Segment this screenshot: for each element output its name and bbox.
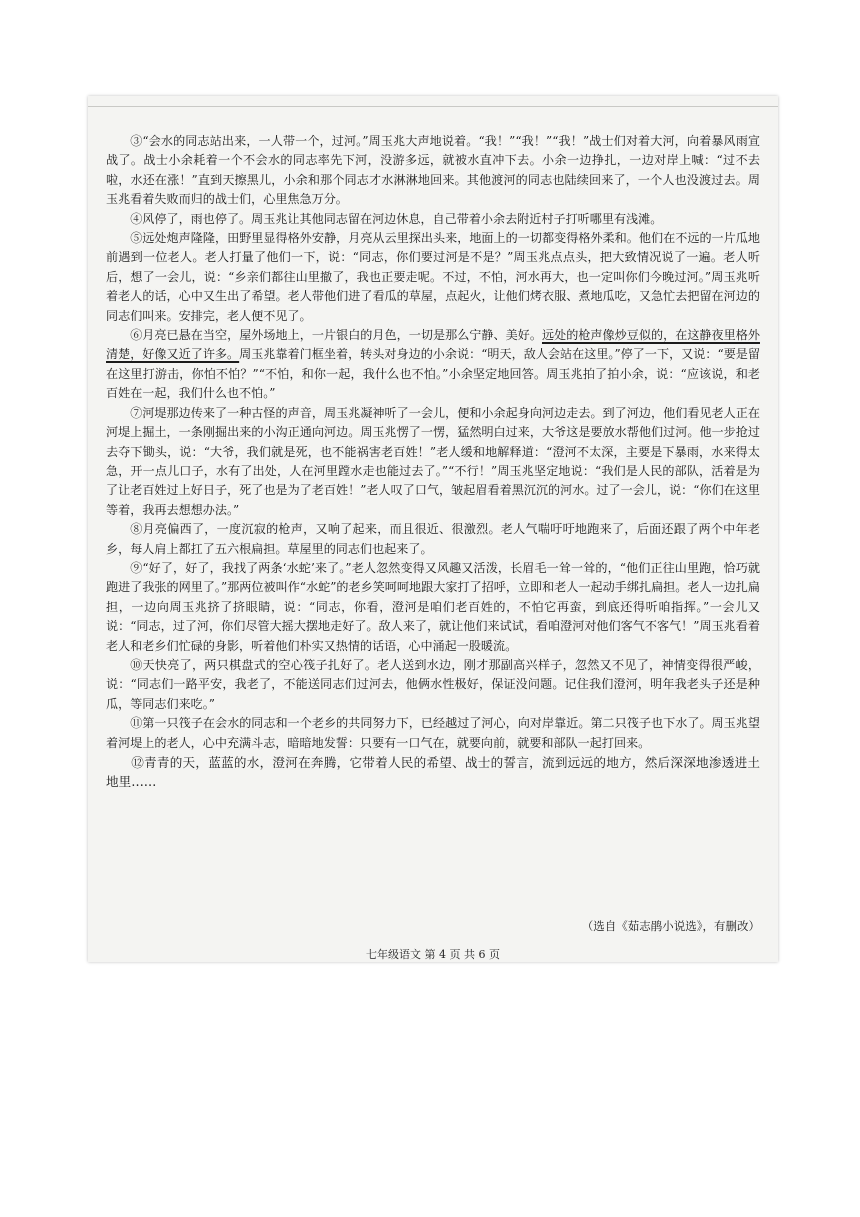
paragraph-8: ⑧月亮偏西了，一度沉寂的枪声，又响了起来，而且很近、很激烈。老人气喘吁吁地跑来了，后面还跟了两个中年老乡，每人肩上都扛了五六根扁担。草屋里的同志们也起来了。 bbox=[106, 522, 760, 556]
paragraph-6 bbox=[106, 326, 760, 404]
paragraph-9: ⑨“好了，好了，我找了两条‘水蛇’来了。”老人忽然变得又风趣又活泼，长眉毛一耸一耸的，“他们正往山里跑，恰巧就跑进了我张的网里了。”那两位被叫作“水蛇”的老乡笑呵呵地跟大家打了招呼，立即和老人一起动手绑扎扁担。老人一边扎扁担，一边向周玉兆挤了挤眼睛，说：“同志，你看，澄河是咱们老百姓的，不怕它再蛮，到底还得听咱指挥。”一会儿又说：“同志，过了河，你们尽管大摇大摆地走好了。敌人来了，就让他们来试试，看咱澄河对他们客气不客气！”周玉兆看着老人和老乡们忙碌的身影，听着他们朴实又热情的话语，心中涌起一股暖流。 bbox=[106, 560, 760, 653]
paragraph-6-after: 周玉兆靠着门框坐着，转头对身边的小余说：“明天，敌人会站在这里。”停了一下，又说：“要是留在这里打游击，你怕不怕？”“不怕，和你一起，我什么也不怕。”小余坚定地回答。周玉兆拍了拍小余，说：“应该说，和老百姓在一起，我们什么也不怕。” bbox=[106, 347, 760, 401]
exam-page bbox=[88, 96, 778, 962]
paragraph-10: ⑩天快亮了，两只棋盘式的空心筏子扎好了。老人送到水边，刚才那副高兴样子，忽然又不见了，神情变得很严峻，说：“同志们一路平安，我老了，不能送同志们过河去，他俩水性极好，保证没问题。记住我们澄河，明年我老头子还是种瓜，等同志们来吃。” bbox=[106, 657, 760, 711]
top-divider bbox=[88, 106, 778, 107]
paragraph-6-before: ⑥月亮已悬在当空，屋外场地上，一片银白的月色，一切是那么宁静、美好。 bbox=[130, 328, 542, 343]
paragraph-12: ⑫青青的天，蓝蓝的水，澄河在奔腾，它带着人民的希望、战士的誓言，流到远远的地方，然后深深地渗透进土地里…… bbox=[106, 755, 760, 790]
story-text bbox=[106, 132, 760, 792]
paragraph-5: ⑤远处炮声隆隆，田野里显得格外安静，月亮从云里探出头来，地面上的一切都变得格外柔和。他们在不远的一片瓜地前遇到一位老人。老人打量了他们一下，说：“同志，你们要过河是不是？”周玉兆点点头，把大致情况说了一遍。老人听后，想了一会儿，说：“乡亲们都往山里撤了，我也正要走呢。不过，不怕，河水再大，也一定叫你们今晚过河。”周玉兆听着老人的话，心中又生出了希望。老人带他们进了看瓜的草屋，点起火，让他们烤衣服、煮地瓜吃，又急忙去把留在河边的同志们叫来。安排完，老人便不见了。 bbox=[106, 231, 760, 323]
underlined-sentence: 远处的枪声像炒豆似的，在这静夜里格外清楚，好像又近了许多。 bbox=[106, 328, 760, 362]
paragraph-3: ③“会水的同志站出来，一人带一个，过河。”周玉兆大声地说着。“我！”“我！”“我！”战士们对着大河，向着暴风雨宣战了。战士小余耗着一个不会水的同志率先下河，没游多远，就被水直冲下去。小余一边挣扎，一边对岸上喊：“过不去啦，水还在涨！”直到天擦黑儿，小余和那个同志才水淋淋地回来。其他渡河的同志也陆续回来了，一个人也没渡过去。周玉兆看着失败而归的战士们，心里焦急万分。 bbox=[106, 134, 760, 207]
page-footer: 七年级语文 第 4 页 共 6 页 bbox=[366, 948, 500, 961]
paragraph-4: ④风停了，雨也停了。周玉兆让其他同志留在河边休息，自己带着小余去附近村子打听哪里有浅滩。 bbox=[130, 211, 663, 226]
paragraph-11: ⑪第一只筏子在会水的同志和一个老乡的共同努力下，已经越过了河心，向对岸靠近。第二只筏子也下水了。周玉兆望着河堤上的老人，心中充满斗志，暗暗地发誓：只要有一口气在，就要向前，就要和部队一起打回来。 bbox=[106, 716, 760, 750]
paragraph-7: ⑦河堤那边传来了一种古怪的声音，周玉兆凝神听了一会儿，便和小余起身向河边走去。到了河边，他们看见老人正在河堤上掘土，一条刚掘出来的小沟正通向河边。周玉兆愣了一愣，猛然明白过来，大爷这是要放水帮他们过河。他一步抢过去夺下锄头，说：“大爷，我们就是死，也不能祸害老百姓！”老人缓和地解释道：“澄河不太深，主要是下暴雨，水来得太急，开一点儿口子，水有了出处，人在河里蹚水走也能过去了。”“不行！”周玉兆坚定地说：“我们是人民的部队，活着是为了让老百姓过上好日子，死了也是为了老百姓！”老人叹了口气，皱起眉看着黑沉沉的河水。过了一会儿，说：“你们在这里等着，我再去想想办法。” bbox=[106, 405, 760, 517]
source-citation: （选自《茹志鹃小说选》，有删改） bbox=[581, 919, 760, 933]
